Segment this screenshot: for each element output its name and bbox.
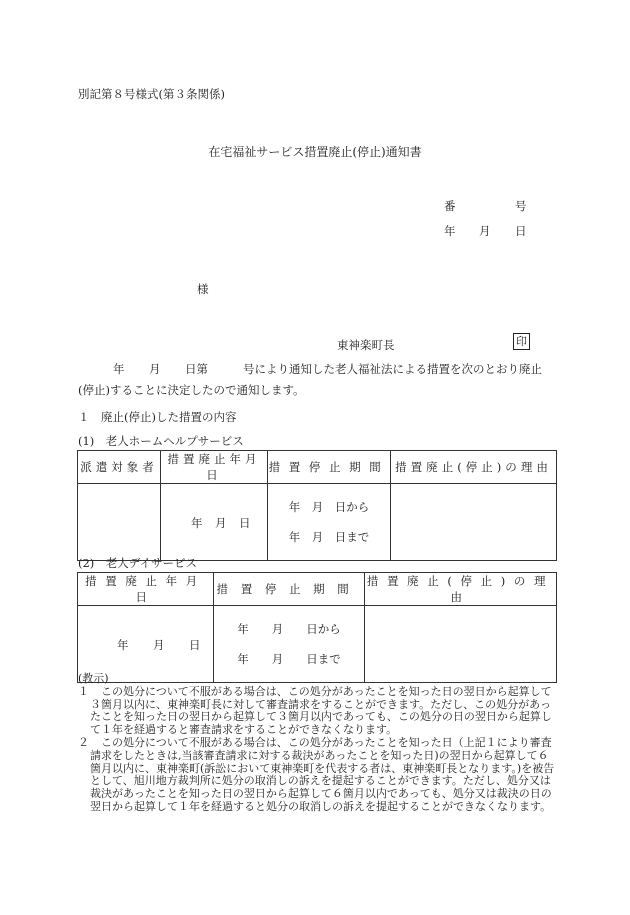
note-item [78,737,558,814]
header-abolition-date [78,573,214,606]
header-suspension-period [268,451,391,484]
header-dispatch-target [78,451,161,484]
reason-cell [365,606,557,683]
reason-cell [391,484,557,561]
service1-table [77,450,557,561]
service1-title: (1) 老人ホームヘルプサービス [78,434,244,448]
date-day-label: 日 [515,224,527,238]
header-suspension-period-text: 措置停止期間 [268,460,390,474]
header-abolition-date-text: 措置廃止年月日 [167,452,261,482]
note-text: この処分について不服がある場合は、この処分があったことを知った日の翌日から起算して３箇月以内に、東神楽町長に対して審査請求をすることができます。ただし、この処分があったことを知った日の翌日から起算して３箇月以内であっても、この処分の日の翌日から起算して１年を経過すると審査請求をすることができなくなります。 [90,684,552,737]
number-label-go: 号 [515,199,527,213]
body-month: 月 [149,362,161,376]
header-dispatch-target-text: 派遣対象者 [80,460,158,474]
suspension-period-cell [214,606,365,683]
body-line-2-text: (停止)することに決定したので通知します。 [78,383,305,397]
date-month: 月 [153,638,165,652]
document-title: 在宅福祉サービス措置廃止(停止)通知書 [208,145,422,159]
header-reason [391,451,557,484]
header-suspension-period-text: 措置停止期間 [216,582,362,596]
date-year: 年 [191,516,203,530]
period-to: 年 月 日まで [288,530,370,544]
dispatch-target-cell [78,484,161,561]
header-reason [365,573,557,606]
service2-table [77,572,557,683]
date-year: 年 [117,638,129,652]
abolition-date-cell [78,606,214,683]
period-from: 年 月 日から [237,622,341,636]
date-day: 日 [189,638,201,652]
date-year-label: 年 [444,224,456,238]
service2-title: (2) 老人デイサービス [78,556,197,570]
issuer-name: 東神楽町長 [337,338,395,352]
number-label-ban: 番 [444,199,456,213]
header-abolition-date [161,451,268,484]
header-abolition-date-text: 措置廃止年月日 [85,574,206,604]
addressee-honorific: 様 [197,282,209,296]
section-title: １ 廃止(停止)した措置の内容 [78,410,237,424]
seal-mark: 印 [513,333,530,350]
notes-heading: (教示) [78,672,109,685]
body-day: 日第 [185,362,208,376]
date-month: 月 [215,516,227,530]
note-number: １ [78,684,89,698]
header-reason-text: 措置廃止(停止)の理由 [366,574,555,604]
period-to: 年 月 日まで [237,652,341,666]
body-year: 年 [113,362,125,376]
period-from: 年 月 日から [288,500,370,514]
abolition-date-cell [161,484,268,561]
suspension-period-cell [268,484,391,561]
date-day: 日 [239,516,251,530]
form-label: 別記第８号様式(第３条関係) [78,87,225,101]
notes-section [78,673,558,814]
note-text: この処分について不服がある場合は、この処分があったことを知った日（上記１により審査請求をしたときは,当該審査請求に対する裁決があったことを知った日)の翌日から起算して６箇月以内に、東神楽町(訴訟において東神楽町を代表する者は、東神楽町長となります。)を被告として、旭川地方裁判所に処分の取消しの訴えを提起することができます。ただし、処分又は裁決があったことを知った日の翌日から起算して６箇月以内であっても、処分又は裁決の日の翌日から起算して１年を経過すると処分の取消しの訴えを提起することができなくなります。 [90,735,555,813]
date-month-label: 月 [479,224,491,238]
note-number: ２ [78,735,89,749]
header-suspension-period [214,573,365,606]
note-item [78,686,558,737]
body-rest: 号により通知した老人福祉法による措置を次のとおり廃止 [243,362,542,376]
header-reason-text: 措置廃止(停止)の理由 [395,460,552,474]
